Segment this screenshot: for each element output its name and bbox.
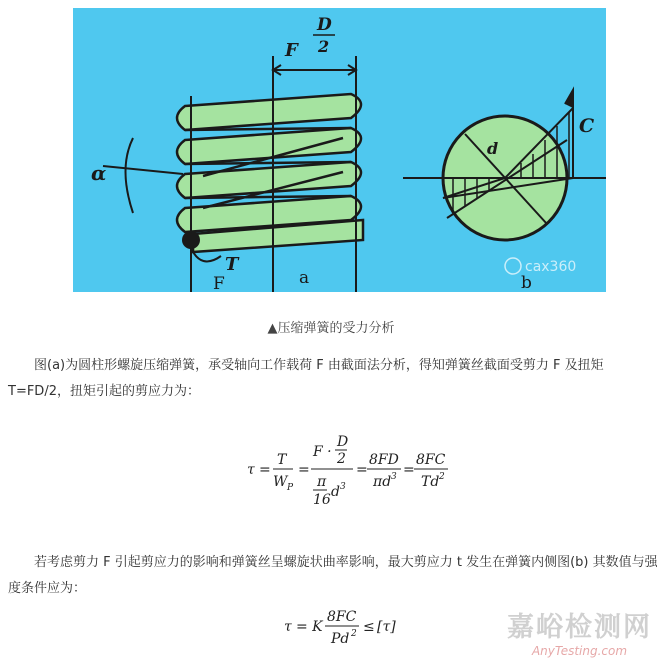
f1-sq: 2 — [439, 472, 445, 482]
label-t: T — [225, 254, 239, 275]
f1-n2: 8FC — [416, 452, 446, 468]
label-alpha: α — [91, 161, 107, 185]
formula-strength-condition — [282, 603, 402, 649]
spring-force-figure — [73, 8, 606, 292]
watermark-text: 嘉峪检测网 — [507, 612, 652, 643]
label-d-small: d — [487, 139, 499, 158]
f2-sq: 2 — [351, 629, 357, 639]
paragraph-2: 若考虑剪力 F 引起剪应力的影响和弹簧丝呈螺旋状曲率影响，最大剪应力 t 发生在弹簧内侧图(b) 其数值与强度条件应为： — [8, 555, 658, 596]
f1-n1: 8FD — [369, 452, 399, 468]
spring-coils — [177, 94, 363, 252]
f2-den: Pd — [331, 631, 350, 647]
f2-le: ≤ — [363, 619, 375, 635]
label-a: a — [299, 268, 310, 288]
f1-eq2: = — [298, 462, 310, 478]
f1-cube-2: 3 — [391, 472, 397, 482]
f1-pi: π — [317, 474, 327, 490]
watermark-cax360: cax360 — [525, 259, 577, 275]
f1-F-dot: F · — [313, 444, 332, 460]
label-f-top: F — [285, 40, 298, 61]
f1-cube-1: 3 — [340, 482, 346, 492]
f1-eq3: = — [356, 462, 368, 478]
f1-Wp-sub: P — [287, 483, 294, 493]
f2-tau: τ — [284, 619, 292, 635]
label-c: C — [579, 115, 595, 137]
f2-eq: = K — [296, 619, 323, 635]
f1-T: T — [277, 452, 287, 468]
label-b: b — [521, 273, 532, 292]
f1-eq1: = — [259, 462, 271, 478]
f2-bound: [τ] — [377, 619, 396, 635]
f1-d2: Td — [421, 474, 440, 490]
figure-caption: ▲压缩弹簧的受力分析 — [267, 321, 395, 336]
paragraph-1: 图(a)为圆柱形螺旋压缩弹簧，承受轴向工作载荷 F 由截面法分析，得知弹簧丝截面受剪力 F 及扭矩 T=FD/2，扭矩引起的剪应力为： — [8, 358, 604, 399]
f1-Wp: W — [273, 474, 288, 490]
formula-shear-stress — [243, 428, 463, 518]
f1-D: D — [337, 434, 349, 450]
spring-diagram — [73, 8, 606, 292]
f1-tau: τ — [247, 462, 255, 478]
label-f-bottom: F — [213, 274, 225, 292]
watermark-sub: AnyTesting.com — [531, 644, 628, 658]
f2-num: 8FC — [327, 609, 357, 625]
label-d: D — [317, 15, 332, 35]
f1-two: 2 — [337, 451, 346, 467]
site-watermark — [507, 605, 652, 658]
f1-eq4: = — [403, 462, 415, 478]
f1-sixteen: 16 — [313, 492, 331, 508]
f1-d1: πd — [373, 474, 392, 490]
label-two: 2 — [318, 37, 330, 56]
f1-d3: d — [331, 484, 340, 500]
